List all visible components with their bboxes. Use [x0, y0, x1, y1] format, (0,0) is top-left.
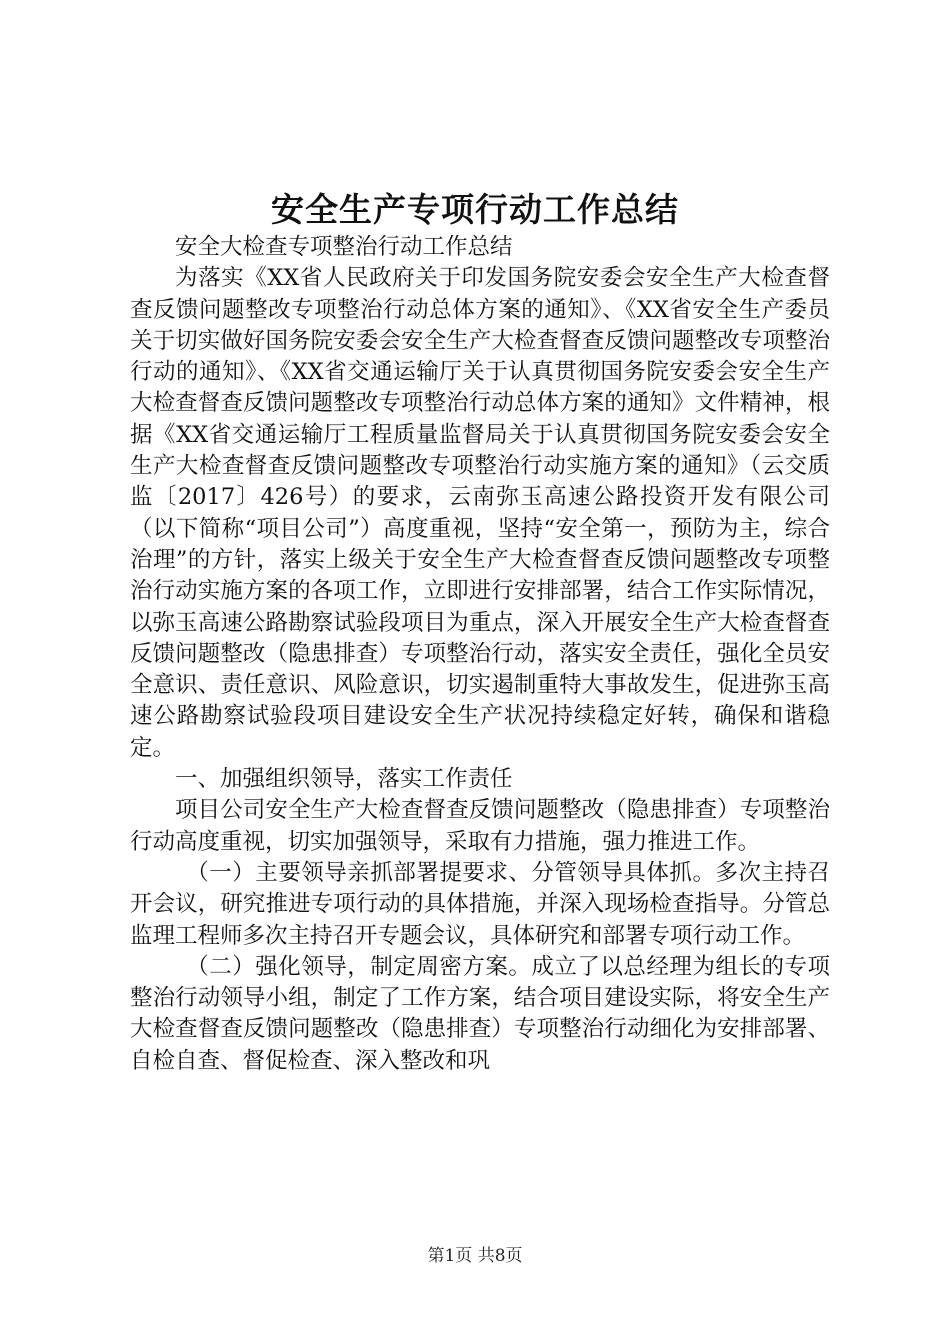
section-paragraph: 项目公司安全生产大检查督查反馈问题整改（隐患排查）专项整治行动高度重视，切实加强领导，采取有力措施，强力推进工作。: [130, 797, 830, 855]
intro-paragraph: 为落实《XX省人民政府关于印发国务院安委会安全生产大检查督查反馈问题整改专项整治行动总体方案的通知》、《XX省安全生产委员关于切实做好国务院安委会安全生产大检查督查反馈问题整改专项整治行动的通知》、《XX省交通运输厅关于认真贯彻国务院安委会安全生产大检查督查反馈问题整改专项整治行动总体方案的通知》文件精神，根据《XX省交通运输厅工程质量监督局关于认真贯彻国务院安委会安全生产大检查督查反馈问题整改专项整治行动实施方案的通知》（云交质监〔2017〕426号）的要求，云南弥玉高速公路投资开发有限公司（以下简称“项目公司”）高度重视，坚持“安全第一，预防为主，综合治理”的方针，落实上级关于安全生产大检查督查反馈问题整改专项整治行动实施方案的各项工作，立即进行安排部署，结合工作实际情况，以弥玉高速公路勘察试验段项目为重点，深入开展安全生产大检查督查反馈问题整改（隐患排查）专项整治行动，落实安全责任，强化全员安全意识、责任意识、风险意识，切实遏制重特大事故发生，促进弥玉高速公路勘察试验段项目建设安全生产状况持续稳定好转，确保和谐稳定。: [130, 265, 830, 761]
subtitle-paragraph: 安全大检查专项整治行动工作总结: [175, 234, 513, 260]
document-title: 安全生产专项行动工作总结: [271, 190, 679, 229]
page-footer: 第1页 共8页: [427, 1246, 523, 1266]
document-body: [130, 232, 830, 1077]
subsection-paragraph-1: （一）主要领导亲抓部署提要求、分管领导具体抓。多次主持召开会议，研究推进专项行动的具体措施，并深入现场检查指导。分管总监理工程师多次主持召开专题会议，具体研究和部署专项行动工作。: [130, 859, 830, 949]
subsection-paragraph-2: （二）强化领导，制定周密方案。成立了以总经理为组长的专项整治行动领导小组，制定了工作方案，结合项目建设实际，将安全生产大检查督查反馈问题整改（隐患排查）专项整治行动细化为安排部署、自检自查、督促检查、深入整改和巩: [130, 953, 830, 1074]
section-heading: 一、加强组织领导，落实工作责任: [175, 766, 513, 793]
